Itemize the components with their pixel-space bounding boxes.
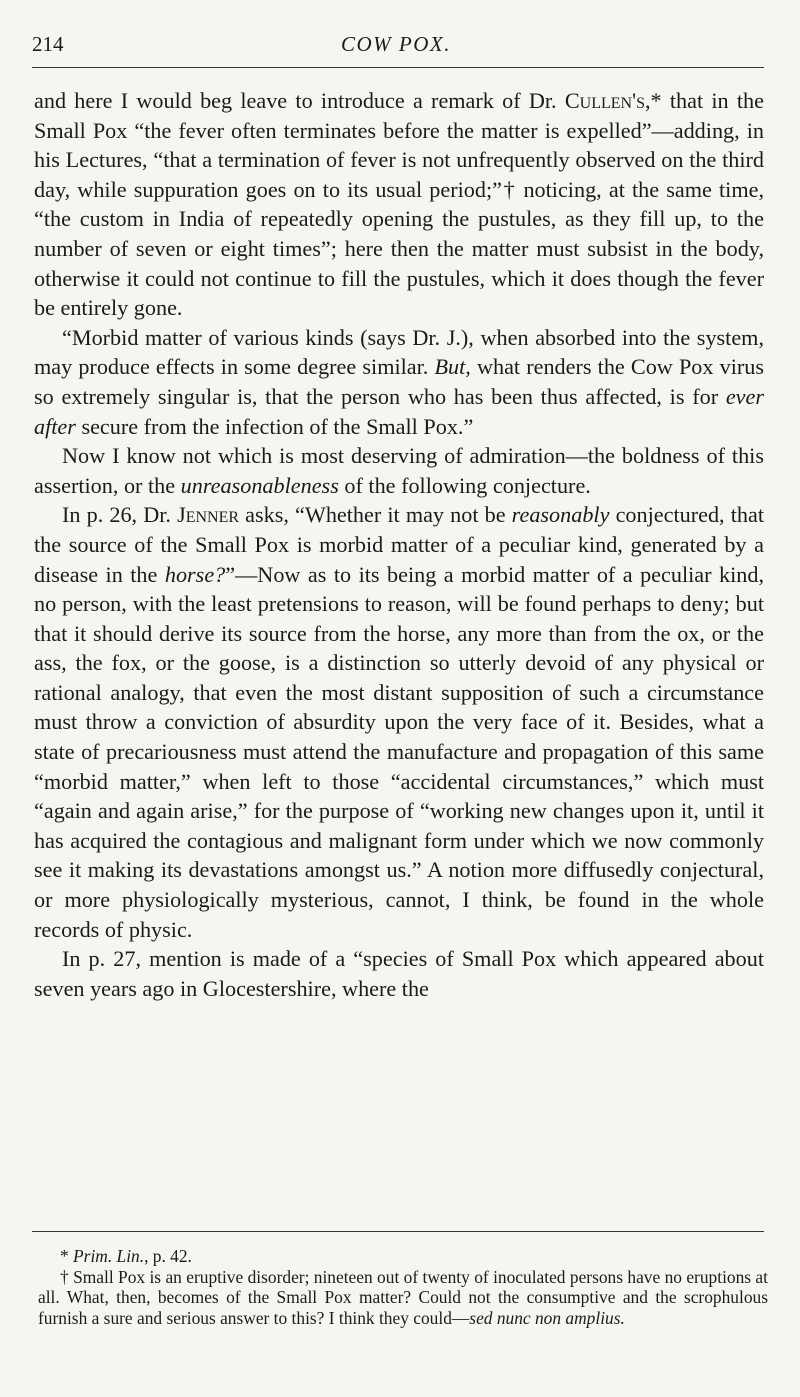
paragraph-4: In p. 26, Dr. Jenner asks, “Whether it may not be reasonably conjectured, that the source of the Small Pox is morbid matter of a peculiar kind, generated by a disease in the horse?”—Now as to its being a morbid matter of a peculiar kind, no person, with the least pretensions to reason, will be found perhaps to deny; but that it should derive its source from the horse, any more than from the ox, or the ass, the fox, or the goose, is a distinction so utterly devoid of any physical or rational analogy, that even the most distant supposition of such a circumstance must throw a conviction of absurdity upon the very face of it. Besides, what a state of precariousness must attend the manufacture and propagation of this same “morbid matter,” when left to those “accidental circumstances,” which must “again and again arise,” for the purpose of “working new changes upon it, until it has acquired the contagious and malignant form under which we now commonly see it making its devastations amongst us.” A notion more diffusedly conjectural, or more physiologically mysterious, cannot, I think, be found in the whole records of physic. [34, 502, 765, 942]
paragraph-1: and here I would beg leave to introduce a remark of Dr. Cullen's,* that in the Small Pox “the fever often terminates before the matter is expelled”—adding, in his Lectures, “that a termination of fever is not unfrequently observed on the third day, while suppuration goes on to its usual period;”† noticing, at the same time, “the custom in India of repeatedly opening the pustules, as they fill up, to the number of seven or eight times”; here then the matter must subsist in the body, otherwise it could not continue to fill the pustules, which it does though the fever be entirely gone. [34, 88, 764, 321]
running-title: COW POX. [341, 32, 451, 56]
header-rule [32, 67, 764, 68]
paragraph-2: “Morbid matter of various kinds (says Dr. J.), when absorbed into the system, may produce effects in some degree similar. But, what renders the Cow Pox virus so extremely singular is, that the person who has been thus affected, is for ever after secure from the infection of the Small Pox.” [34, 324, 764, 439]
author-name-jenner: Jenner [177, 502, 240, 528]
footnotes [38, 1246, 768, 1328]
paragraph-3: Now I know not which is most deserving of admiration—the boldness of this assertion, or the unreasonableness of the following conjecture. [34, 443, 764, 498]
running-head [32, 32, 760, 62]
author-name-cullen: Cullen's [564, 88, 645, 113]
page-number: 214 [32, 32, 64, 56]
body-text [34, 86, 764, 1003]
paragraph-5: In p. 27, mention is made of a “species of Small Pox which appeared about seven years ago in Glocestershire, where the [34, 946, 764, 1001]
footnote-2: † Small Pox is an eruptive disorder; nineteen out of twenty of inoculated persons have no eruptions at all. What, then, becomes of the Small Pox matter? Could not the consumptive and the scrophulous furnish a sure and serious answer to this? I think they could—sed nunc non amplius. [38, 1266, 768, 1328]
footnote-rule [32, 1231, 764, 1232]
footnote-1: * Prim. Lin., p. 42. [60, 1246, 192, 1266]
